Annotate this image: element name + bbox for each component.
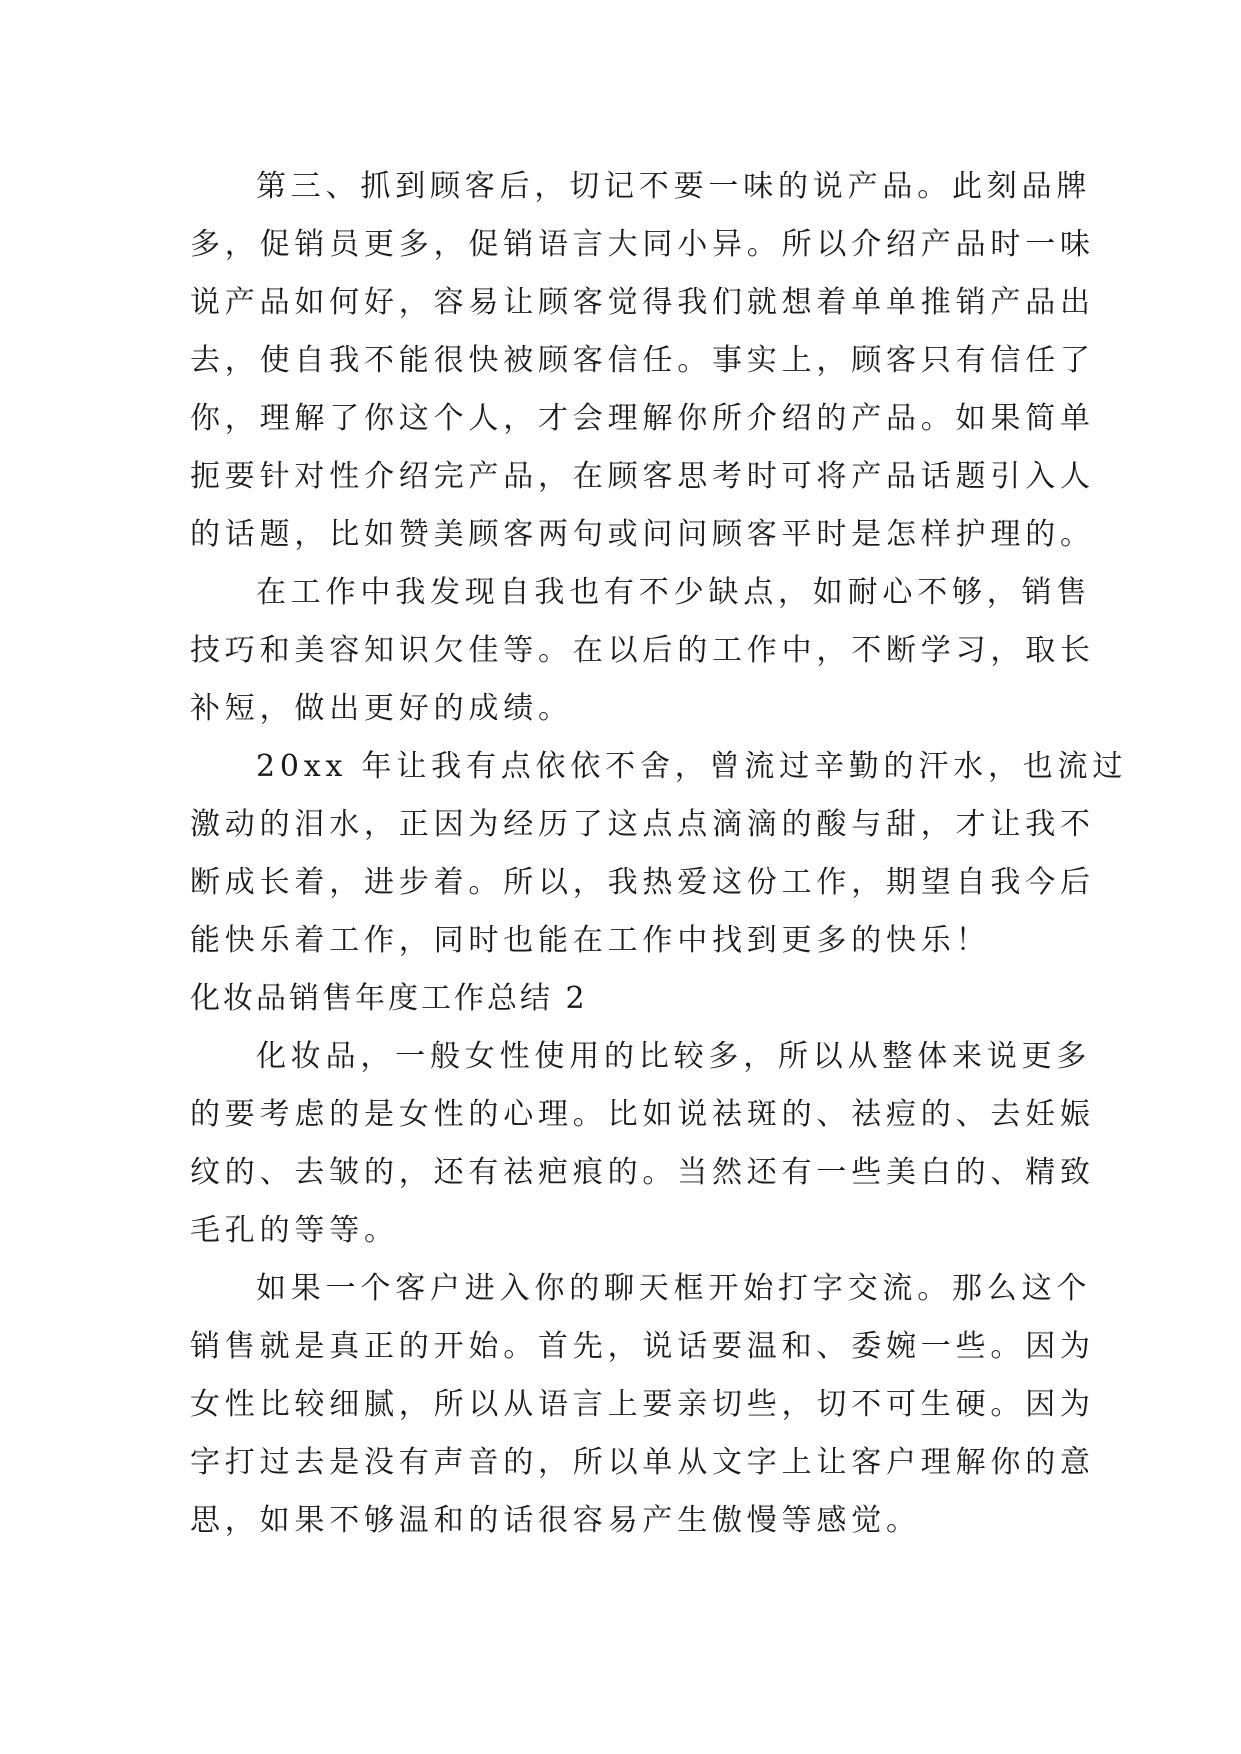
text-line: 思，如果不够温和的话很容易产生傲慢等感觉。 (190, 1503, 921, 1538)
text-line: 你，理解了你这个人，才会理解你所介绍的产品。如果简单 (190, 401, 1095, 436)
paragraph (190, 1028, 1095, 1260)
text-line: 多，促销员更多，促销语言大同小异。所以介绍产品时一味 (190, 227, 1095, 262)
text-line: 说产品如何好，容易让顾客觉得我们就想着单单推销产品出 (190, 285, 1095, 320)
text-line: 纹的、去皱的，还有祛疤痕的。当然还有一些美白的、精致 (190, 1155, 1095, 1190)
paragraph (190, 738, 1128, 970)
text-line: 补短，做出更好的成绩。 (190, 691, 573, 726)
text-line: 20xx 年让我有点依依不舍，曾流过辛勤的汗水，也流过 (256, 749, 1128, 784)
text-line: 的话题，比如赞美顾客两句或问问顾客平时是怎样护理的。 (190, 517, 1095, 552)
text-line: 去，使自我不能很快被顾客信任。事实上，顾客只有信任了 (190, 343, 1095, 378)
text-line: 断成长着，进步着。所以，我热爱这份工作，期望自我今后 (190, 865, 1095, 900)
paragraph (190, 564, 1095, 738)
text-line: 如果一个客户进入你的聊天框开始打字交流。那么这个 (256, 1271, 1092, 1306)
paragraph (190, 158, 1095, 564)
text-line: 的要考虑的是女性的心理。比如说祛斑的、祛痘的、去妊娠 (190, 1097, 1095, 1132)
text-line: 能快乐着工作，同时也能在工作中找到更多的快乐！ (190, 923, 991, 958)
text-line: 扼要针对性介绍完产品，在顾客思考时可将产品话题引入人 (190, 459, 1095, 494)
text-line: 销售就是真正的开始。首先，说话要温和、委婉一些。因为 (190, 1329, 1095, 1364)
document-body (190, 158, 1128, 1550)
section-title: 化妆品销售年度工作总结 2 (190, 981, 588, 1016)
text-line: 字打过去是没有声音的，所以单从文字上让客户理解你的意 (190, 1445, 1095, 1480)
text-line: 技巧和美容知识欠佳等。在以后的工作中，不断学习，取长 (190, 633, 1095, 668)
text-line: 在工作中我发现自我也有不少缺点，如耐心不够，销售 (256, 575, 1092, 610)
text-line: 化妆品，一般女性使用的比较多，所以从整体来说更多 (256, 1039, 1092, 1074)
text-line: 激动的泪水，正因为经历了这点点滴滴的酸与甜，才让我不 (190, 807, 1095, 842)
text-line: 女性比较细腻，所以从语言上要亲切些，切不可生硬。因为 (190, 1387, 1095, 1422)
section-heading (190, 970, 1070, 1028)
paragraph (190, 1260, 1095, 1550)
text-line: 第三、抓到顾客后，切记不要一味的说产品。此刻品牌 (256, 169, 1092, 204)
text-line: 毛孔的等等。 (190, 1213, 399, 1248)
